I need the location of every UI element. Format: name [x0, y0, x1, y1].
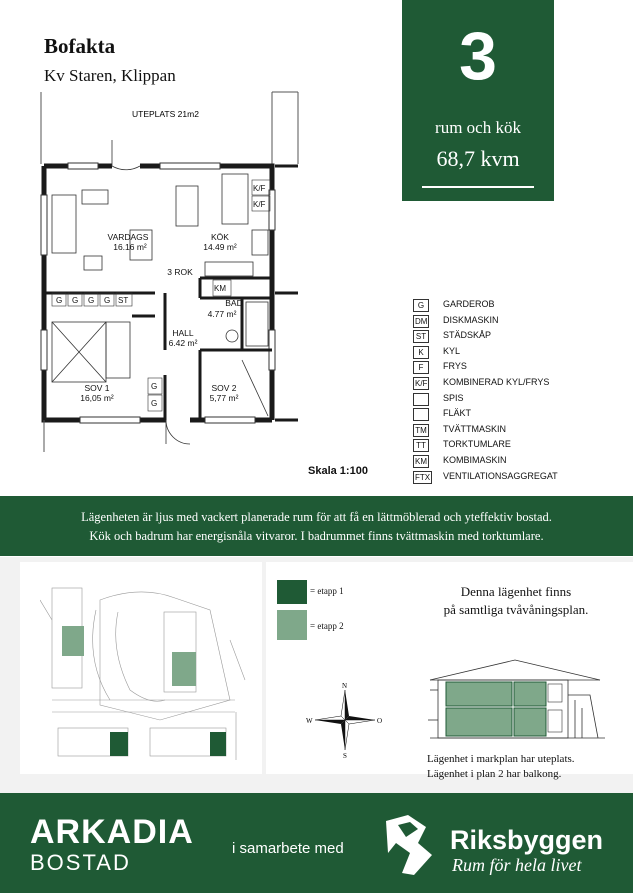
riksbyggen-name: Riksbyggen	[450, 825, 604, 855]
compass-s: S	[343, 752, 347, 760]
riksbyggen-tagline: Rum för hela livet	[452, 855, 582, 875]
level-note-line-1: Denna lägenhet finns	[460, 584, 572, 599]
fan-icon	[413, 408, 429, 421]
footer	[0, 793, 633, 893]
legend-label: TORKTUMLARE	[443, 439, 511, 450]
wardrobe-code: G	[72, 296, 79, 305]
room-name-bad: BAD	[225, 298, 243, 308]
legend-code: TM	[413, 424, 429, 437]
etapp2-building	[62, 626, 84, 656]
plan-notes	[427, 752, 575, 782]
plan-note-line-1: Lägenhet i markplan har uteplats.	[427, 753, 575, 765]
building-elevation	[422, 655, 618, 745]
legend-label: FRYS	[443, 361, 467, 372]
legend-label: GARDEROB	[443, 299, 495, 309]
etapp2-swatch	[277, 610, 307, 640]
hall-wardrobe-code: G	[151, 399, 158, 408]
wardrobe-row	[52, 293, 132, 306]
legend-label: VENTILATIONSAGGREGAT	[443, 470, 558, 481]
legend-code: ST	[413, 330, 429, 343]
etapp1-building	[210, 732, 226, 756]
etapp1-building	[110, 732, 128, 756]
room-name-sov2: SOV 2	[211, 383, 237, 393]
apartment-area: 68,7 kvm	[436, 146, 520, 171]
combi-machine-code: KM	[214, 284, 226, 293]
wardrobe-code: G	[104, 296, 111, 305]
legend-code: KM	[415, 456, 427, 466]
legend-code: F	[413, 361, 429, 374]
arkadia-logo: ARKADIA	[30, 813, 194, 851]
compass-icon	[304, 678, 384, 760]
rooms-summary-box	[402, 0, 554, 201]
room-name-vardags: VARDAGS	[107, 232, 149, 242]
legend-code: K	[413, 346, 429, 359]
cleaning-cabinet-code: ST	[118, 296, 129, 305]
level-note-line-2: på samtliga tvåvåningsplan.	[443, 602, 589, 617]
legend-code: K/F	[415, 378, 428, 388]
legend-label: DISKMASKIN	[443, 314, 499, 325]
legend-label: STÄDSKÅP	[443, 330, 492, 341]
unit-label: 3 ROK	[167, 267, 193, 277]
document-subtitle: Kv Staren, Klippan	[44, 66, 176, 85]
hall-wardrobe-code: G	[151, 382, 158, 391]
etapp1-swatch	[277, 580, 307, 604]
legend-code: FTX	[415, 472, 431, 482]
legend-code: G	[413, 299, 429, 312]
document-title: Bofakta	[44, 34, 116, 58]
rooms-label: rum och kök	[435, 118, 521, 137]
arkadia-logo-sub: BOSTAD	[30, 850, 131, 875]
fridge-code: K/F	[253, 184, 266, 193]
legend-label: SPIS	[443, 392, 464, 403]
legend-label: TVÄTTMASKIN	[443, 423, 507, 434]
site-plan	[40, 572, 250, 764]
legend-label: KYL	[443, 345, 461, 356]
room-area-bad: 4.77 m²	[207, 309, 237, 319]
wardrobe-code: G	[88, 296, 95, 305]
compass-w: W	[306, 717, 313, 725]
collaboration-text: i samarbete med	[232, 840, 344, 857]
description-line-2: Kök och badrum har energisnåla vitvaror. I badrummet finns tvättmaskin med torktumlare.	[89, 529, 544, 543]
room-area-sov2: 5,77 m²	[209, 393, 239, 403]
level-note	[416, 583, 616, 619]
etapp2-label: = etapp 2	[310, 621, 344, 631]
room-area-vardags: 16.16 m²	[113, 242, 147, 252]
room-area-sov1: 16,05 m²	[80, 393, 114, 403]
description-band	[0, 496, 633, 556]
compass-n: N	[342, 682, 348, 690]
fridge-code: K/F	[253, 200, 266, 209]
legend-label: KOMBINERAD KYL/FRYS	[443, 376, 550, 387]
plan-note-line-2: Lägenhet i plan 2 har balkong.	[427, 768, 562, 780]
legend-label: FLÄKT	[443, 408, 472, 419]
room-area-kok: 14.49 m²	[203, 242, 237, 252]
room-name-hall: HALL	[172, 328, 194, 338]
room-name-sov1: SOV 1	[84, 383, 110, 393]
scale-label: Skala 1:100	[308, 465, 368, 477]
etapp1-label: = etapp 1	[310, 586, 344, 596]
terrace-label: UTEPLATS 21m2	[132, 109, 199, 119]
summary-divider	[422, 186, 534, 188]
legend-code: DM	[415, 316, 428, 326]
room-area-hall: 6.42 m²	[168, 338, 198, 348]
etapp2-building	[172, 652, 196, 686]
legend-label: KOMBIMASKIN	[443, 454, 507, 465]
compass-o: O	[377, 717, 383, 725]
description-line-1: Lägenheten är ljus med vackert planerade rum för att få en lättmöblerad och yteffektiv bostad.	[81, 510, 552, 524]
room-name-kok: KÖK	[211, 232, 229, 242]
wardrobe-code: G	[56, 296, 63, 305]
floor-plan	[36, 88, 302, 456]
riksbyggen-logo-icon	[380, 813, 440, 881]
rooms-count: 3	[459, 18, 497, 94]
stove-icon	[413, 393, 429, 406]
legend-code: TT	[413, 439, 429, 452]
